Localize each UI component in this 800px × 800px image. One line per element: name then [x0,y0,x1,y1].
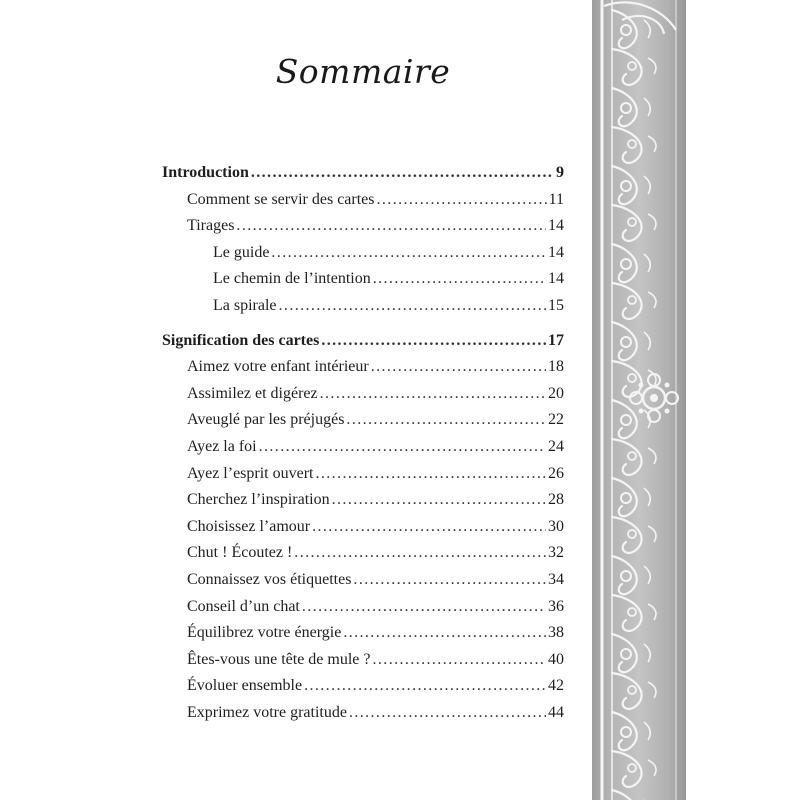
toc-page-number: 11 [548,190,564,208]
toc-entry[interactable] [162,213,564,240]
toc-entry-label: Comment se servir des cartes [187,190,375,208]
toc-page-number: 30 [548,517,564,535]
dot-leader [349,700,546,727]
toc-entry-label: Évoluer ensemble [187,677,303,695]
toc-page-number: 24 [548,437,564,455]
toc-page-number: 14 [548,270,564,288]
toc-page-number: 34 [548,570,564,588]
toc-entry-label: Chut ! Écoutez ! [187,544,293,562]
decorative-side-band [592,0,686,800]
toc-section-heading[interactable] [162,160,564,187]
dot-leader [294,540,546,567]
dot-leader [304,673,546,700]
page-title: Sommaire [275,52,451,91]
toc-entry-label: Aveuglé par les préjugés [187,411,345,429]
toc-entry-label: Introduction [162,164,249,181]
toc-entry-label: Choisissez l’amour [187,517,311,535]
toc-page-number: 26 [548,464,564,482]
toc-entry[interactable] [162,407,564,434]
filigree-border-ornament-icon [592,0,686,800]
dot-leader [321,328,546,355]
toc-entry[interactable] [162,381,564,408]
toc-entry[interactable] [162,293,564,320]
dot-leader [373,266,546,293]
toc-entry[interactable] [162,354,564,381]
toc-page-number: 9 [556,164,564,181]
toc-page-number: 14 [548,217,564,235]
toc-entry[interactable] [162,540,564,567]
toc-entry[interactable] [162,620,564,647]
toc-entry-label: Cherchez l’inspiration [187,491,330,509]
toc-entry-label: Aimez votre enfant intérieur [187,358,369,376]
toc-entry-label: Signification des cartes [162,331,320,349]
toc-page-number: 38 [548,624,564,642]
dot-leader [377,187,547,214]
toc-entry[interactable] [162,673,564,700]
toc-entry-label: Ayez la foi [187,437,257,455]
toc-entry-label: La spirale [213,296,277,314]
toc-entry[interactable] [162,461,564,488]
dot-leader [320,381,546,408]
toc-entry[interactable] [162,514,564,541]
dot-leader [353,567,546,594]
table-of-contents [162,160,564,734]
toc-page-number: 18 [548,358,564,376]
toc-page-number: 44 [548,703,564,721]
toc-entry[interactable] [162,700,564,727]
toc-entry-label: Exprimez votre gratitude [187,703,347,721]
toc-entry-label: Le guide [213,243,270,261]
toc-entry-label: Assimilez et digérez [187,384,318,402]
toc-entry-label: Tirages [187,217,235,235]
toc-page-number: 17 [548,331,564,349]
toc-page-number: 40 [548,650,564,668]
dot-leader [315,461,546,488]
dot-leader [373,647,547,674]
toc-entry-label: Ayez l’esprit ouvert [187,464,314,482]
dot-leader [332,487,546,514]
toc-page-number: 22 [548,411,564,429]
toc-page-number: 15 [548,296,564,314]
toc-entry-label: Équilibrez votre énergie [187,624,342,642]
toc-section-heading[interactable] [162,328,564,355]
toc-entry-label: Conseil d’un chat [187,597,300,615]
toc-entry-label: Connaissez vos étiquettes [187,570,352,588]
toc-entry[interactable] [162,594,564,621]
dot-leader [271,240,546,267]
dot-leader [279,293,546,320]
dot-leader [251,160,554,187]
dot-leader [259,434,546,461]
toc-entry-label: Êtes-vous une tête de mule ? [187,650,371,668]
toc-entry[interactable] [162,240,564,267]
dot-leader [371,354,546,381]
toc-page-number: 20 [548,384,564,402]
dot-leader [346,407,546,434]
dot-leader [236,213,546,240]
dot-leader [302,594,546,621]
toc-page-number: 28 [548,491,564,509]
dot-leader [312,514,546,541]
toc-page-number: 36 [548,597,564,615]
toc-entry[interactable] [162,187,564,214]
toc-page-number: 14 [548,243,564,261]
toc-entry-label: Le chemin de l’intention [213,270,371,288]
dot-leader [343,620,546,647]
toc-entry[interactable] [162,434,564,461]
toc-page-number: 42 [548,677,564,695]
toc-entry[interactable] [162,266,564,293]
toc-section [162,160,564,320]
toc-entry[interactable] [162,647,564,674]
toc-entry[interactable] [162,487,564,514]
toc-section [162,328,564,727]
toc-entry[interactable] [162,567,564,594]
toc-page-number: 32 [548,544,564,562]
